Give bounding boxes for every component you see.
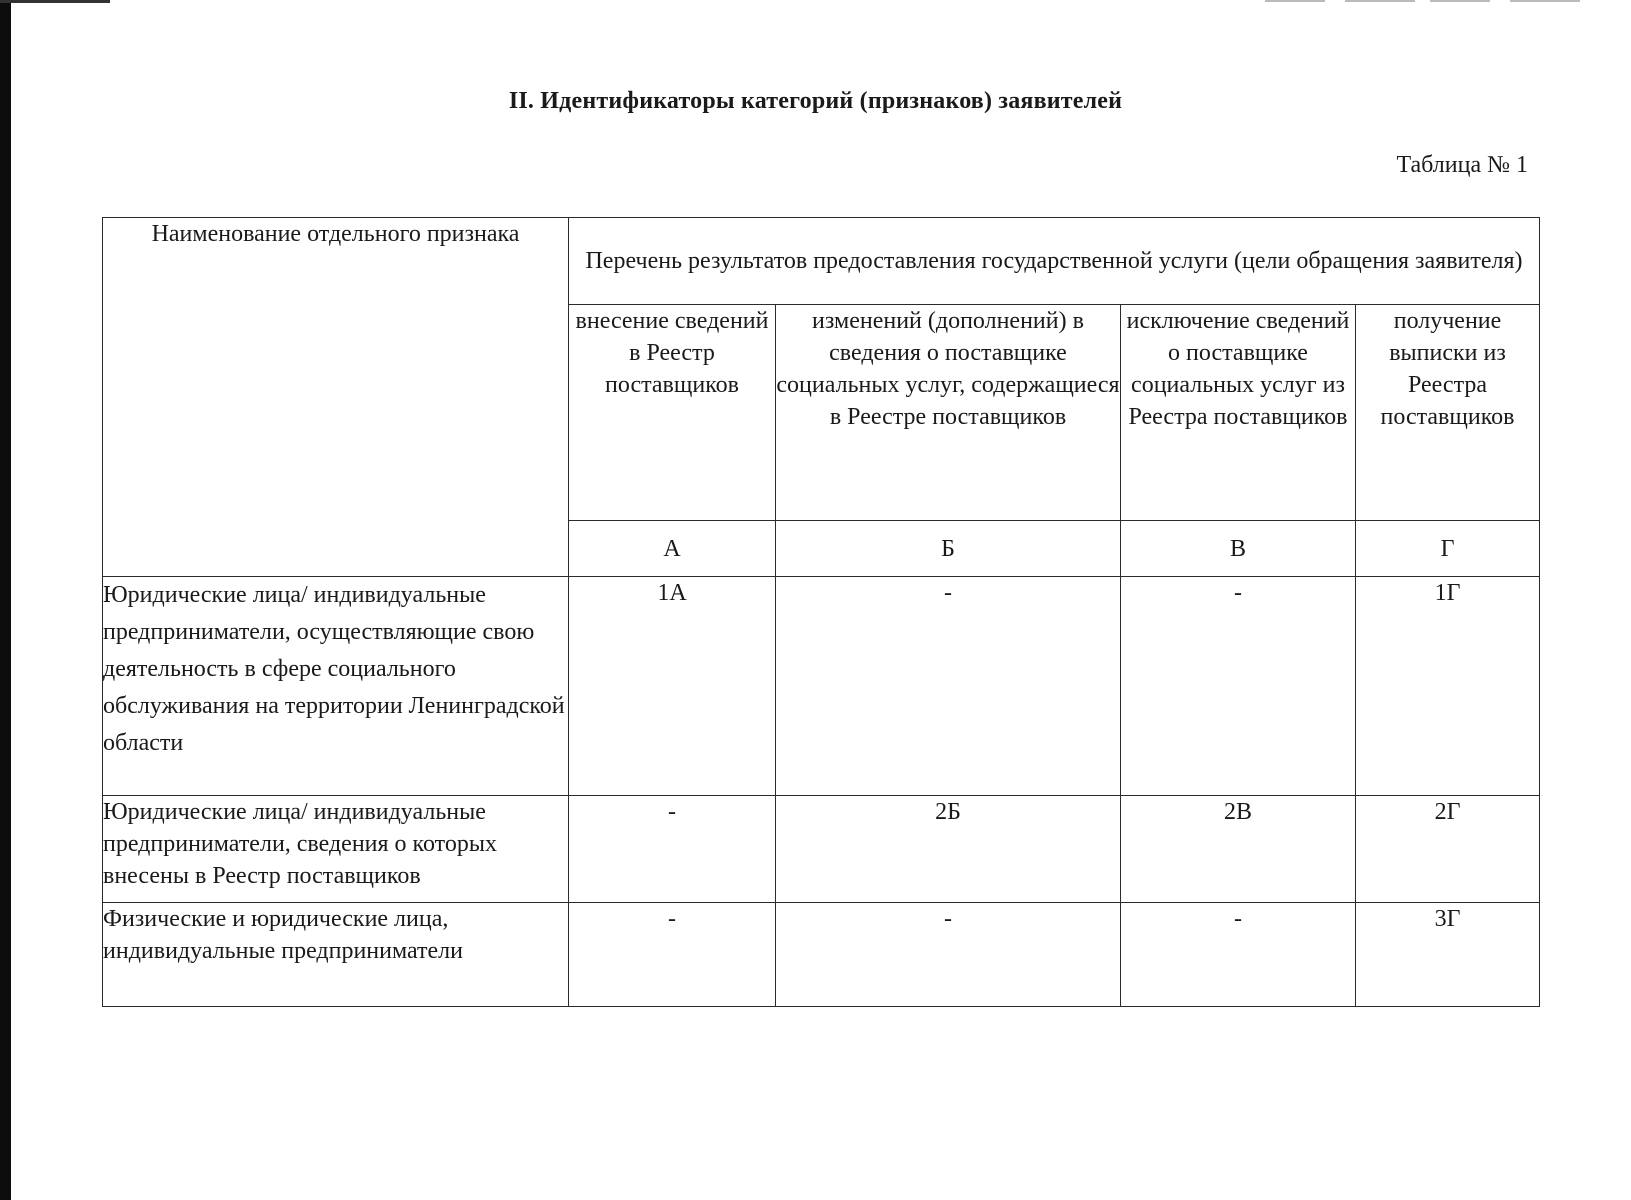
row-label: Юридические лица/ индивидуальные предприниматели, осуществляющие свою деятельность в сфере социального обслуживания на территории Ленинградской области	[103, 577, 569, 796]
scan-artifact	[1430, 0, 1490, 2]
column-letter-v: В	[1121, 521, 1356, 577]
header-column-v: исключение сведений о поставщике социальных услуг из Реестра поставщиков	[1121, 305, 1356, 521]
cell-code: 1А	[569, 577, 776, 796]
row-label: Физические и юридические лица, индивидуальные предприниматели	[103, 903, 569, 1007]
cell-code: -	[1121, 903, 1356, 1007]
cell-code: -	[1121, 577, 1356, 796]
applicant-categories-table	[102, 217, 1540, 1007]
table-row	[103, 903, 1540, 1007]
scan-border-left	[0, 0, 11, 1200]
cell-code: 2Г	[1356, 796, 1540, 903]
header-column-b: изменений (дополнений) в сведения о поставщике социальных услуг, содержащиеся в Реестре поставщиков	[776, 305, 1121, 521]
scan-border-top	[0, 0, 110, 3]
cell-code: 2Б	[776, 796, 1121, 903]
table-row	[103, 796, 1540, 903]
header-column-a: внесение сведений в Реестр поставщиков	[569, 305, 776, 521]
cell-code: 2В	[1121, 796, 1356, 903]
column-letter-a: А	[569, 521, 776, 577]
header-column-g: получение выписки из Реестра поставщиков	[1356, 305, 1540, 521]
table-caption: Таблица № 1	[1396, 152, 1528, 178]
column-letter-g: Г	[1356, 521, 1540, 577]
cell-code: -	[776, 577, 1121, 796]
column-letter-b: Б	[776, 521, 1121, 577]
header-results-group: Перечень результатов предоставления государственной услуги (цели обращения заявителя)	[569, 218, 1540, 305]
cell-code: -	[569, 796, 776, 903]
row-label: Юридические лица/ индивидуальные предприниматели, сведения о которых внесены в Реестр поставщиков	[103, 796, 569, 903]
scan-artifact	[1265, 0, 1325, 2]
scan-artifact	[1510, 0, 1580, 2]
cell-code: 3Г	[1356, 903, 1540, 1007]
header-name-column: Наименование отдельного признака	[103, 218, 569, 577]
document-title: II. Идентификаторы категорий (признаков) заявителей	[508, 88, 1123, 114]
cell-code: -	[776, 903, 1121, 1007]
cell-code: 1Г	[1356, 577, 1540, 796]
scan-artifact	[1345, 0, 1415, 2]
cell-code: -	[569, 903, 776, 1007]
table-row	[103, 577, 1540, 796]
